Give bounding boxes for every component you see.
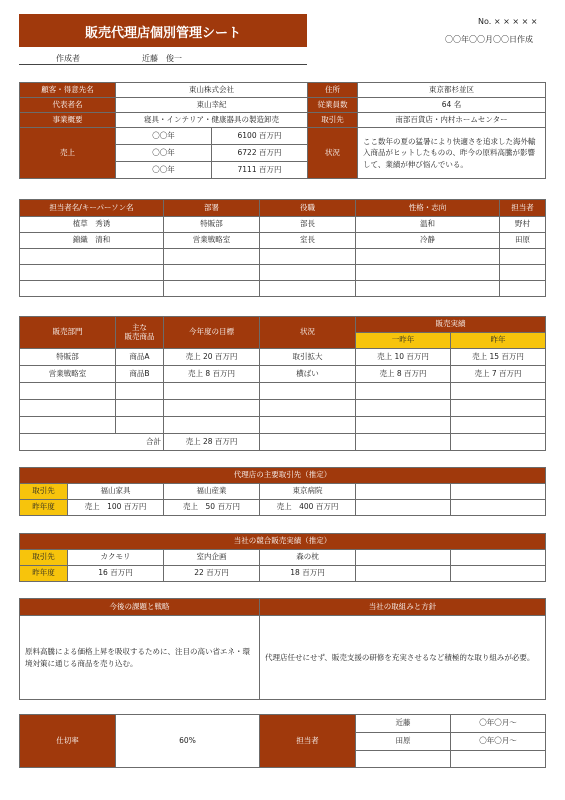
h-product: 主な 販売商品	[116, 317, 164, 349]
perf-prev: 売上 7 百万円	[451, 366, 546, 383]
doc-number: No. × × × × ×	[478, 17, 538, 26]
table-row	[20, 349, 546, 366]
issues-body: 原料高騰による価格上昇を吸収するために、注目の高い省エネ・環境対策に通じる商品を売り込む。	[20, 616, 260, 700]
perf-prev2: 売上 10 百万円	[356, 349, 451, 366]
customer-name: 東山株式会社	[116, 83, 308, 98]
contacts-table	[19, 199, 546, 297]
h-goal: 今年度の目標	[164, 317, 260, 349]
address-label: 住所	[308, 83, 358, 98]
sales-performance-table	[19, 316, 546, 451]
table-row	[20, 233, 546, 249]
staff-label: 担当者	[260, 715, 356, 768]
address-value: 東京都杉並区	[358, 83, 546, 98]
staff-name: 田原	[356, 733, 451, 751]
contact-dept: 特販部	[164, 217, 260, 233]
contact-character: 冷静	[356, 233, 500, 249]
page-title: 販売代理店個別管理シート	[85, 26, 242, 41]
partner-sales: 売上 100 百万円	[68, 500, 164, 516]
perf-status: 横ばい	[260, 366, 356, 383]
table-row	[20, 281, 546, 297]
sales-year: 〇〇年	[116, 128, 212, 145]
competitors-table	[19, 533, 546, 582]
competitor-sales: 18 百万円	[260, 566, 356, 582]
contact-owner: 田原	[500, 233, 546, 249]
contact-name: 錦織 清和	[20, 233, 164, 249]
status-text: ここ数年の夏の猛暑により快適さを追求した海外輸入商品がヒットしたものの、昨今の原料高騰が影響して、業績が伸び悩んでいる。	[358, 128, 546, 179]
last-year-label: 昨年度	[20, 500, 68, 516]
rep-label: 代表者名	[20, 98, 116, 113]
staff-date: 〇年〇月〜	[451, 733, 546, 751]
contacts-header: 担当者名/キーパーソン名	[20, 200, 164, 217]
author-label: 作成者	[56, 54, 80, 63]
partner-sales: 売上 400 百万円	[260, 500, 356, 516]
competitor-year-label: 昨年度	[20, 566, 68, 582]
partner-label: 取引先	[308, 113, 358, 128]
policy-title: 当社の取組みと方針	[260, 599, 546, 616]
policy-body: 代理店任せにせず、販売支援の研修を充実させるなど積極的な取り組みが必要。	[260, 616, 546, 700]
author-name: 近藤 俊一	[142, 54, 182, 63]
h-last-year: 昨年	[451, 333, 546, 349]
table-row	[20, 249, 546, 265]
customer-table	[19, 82, 546, 179]
sales-year: 〇〇年	[116, 145, 212, 162]
partner-name: 東京病院	[260, 484, 356, 500]
partner-sales: 売上 50 百万円	[164, 500, 260, 516]
competitor-label: 取引先	[20, 550, 68, 566]
perf-dept: 営業戦略室	[20, 366, 116, 383]
rate-value: 60%	[116, 715, 260, 768]
table-row	[20, 383, 546, 400]
main-partners-table	[19, 467, 546, 516]
competitor-name: 森の枕	[260, 550, 356, 566]
table-row	[20, 265, 546, 281]
contact-role: 室長	[260, 233, 356, 249]
total-label: 合計	[20, 434, 164, 451]
h-two-years-ago: 一昨年	[356, 333, 451, 349]
staff-name: 近藤	[356, 715, 451, 733]
competitor-sales: 22 百万円	[164, 566, 260, 582]
perf-product: 商品A	[116, 349, 164, 366]
table-row	[20, 400, 546, 417]
perf-dept: 特販部	[20, 349, 116, 366]
perf-product: 商品B	[116, 366, 164, 383]
competitor-name: カクモリ	[68, 550, 164, 566]
contact-dept: 営業戦略室	[164, 233, 260, 249]
perf-prev2: 売上 8 百万円	[356, 366, 451, 383]
contact-owner: 野村	[500, 217, 546, 233]
author-underline	[19, 64, 307, 65]
h-status: 状況	[260, 317, 356, 349]
contacts-header: 性格・志向	[356, 200, 500, 217]
partner-name: 福山家具	[68, 484, 164, 500]
contacts-header: 部署	[164, 200, 260, 217]
perf-status: 取引拡大	[260, 349, 356, 366]
perf-prev: 売上 15 百万円	[451, 349, 546, 366]
partners-label: 取引先	[20, 484, 68, 500]
partner-value: 南部百貨店・内村ホームセンター	[358, 113, 546, 128]
sales-amount: 7111 百万円	[212, 162, 308, 179]
competitor-sales: 16 百万円	[68, 566, 164, 582]
competitors-title: 当社の競合販売実績（推定）	[20, 534, 546, 550]
sales-amount: 6100 百万円	[212, 128, 308, 145]
contact-name: 植草 秀诱	[20, 217, 164, 233]
table-row	[20, 366, 546, 383]
employees-label: 従業員数	[308, 98, 358, 113]
contacts-header: 担当者	[500, 200, 546, 217]
employees-value: 64 名	[358, 98, 546, 113]
rate-label: 仕切率	[20, 715, 116, 768]
sales-label: 売上	[20, 128, 116, 179]
contact-role: 部長	[260, 217, 356, 233]
h-dept: 販売部門	[20, 317, 116, 349]
business-value: 寝具・インテリア・健康器具の製造卸売	[116, 113, 308, 128]
footer-table	[19, 714, 546, 768]
status-label: 状況	[308, 128, 358, 179]
sales-year: 〇〇年	[116, 162, 212, 179]
customer-name-label: 顧客・得意先名	[20, 83, 116, 98]
sales-amount: 6722 百万円	[212, 145, 308, 162]
partner-name: 福山産業	[164, 484, 260, 500]
competitor-name: 室内企画	[164, 550, 260, 566]
perf-goal: 売上 20 百万円	[164, 349, 260, 366]
issues-table	[19, 598, 546, 700]
table-row	[20, 417, 546, 434]
total-row	[20, 434, 546, 451]
created-date: 〇〇年〇〇月〇〇日作成	[445, 35, 533, 44]
contacts-header: 役職	[260, 200, 356, 217]
main-partners-title: 代理店の主要取引先（推定）	[20, 468, 546, 484]
contact-character: 温和	[356, 217, 500, 233]
table-row	[20, 217, 546, 233]
total-value: 売上 28 百万円	[164, 434, 260, 451]
rep-value: 東山幸紀	[116, 98, 308, 113]
staff-date: 〇年〇月〜	[451, 715, 546, 733]
perf-goal: 売上 8 百万円	[164, 366, 260, 383]
business-label: 事業概要	[20, 113, 116, 128]
h-performance: 販売実績	[356, 317, 546, 333]
issues-title: 今後の課題と戦略	[20, 599, 260, 616]
